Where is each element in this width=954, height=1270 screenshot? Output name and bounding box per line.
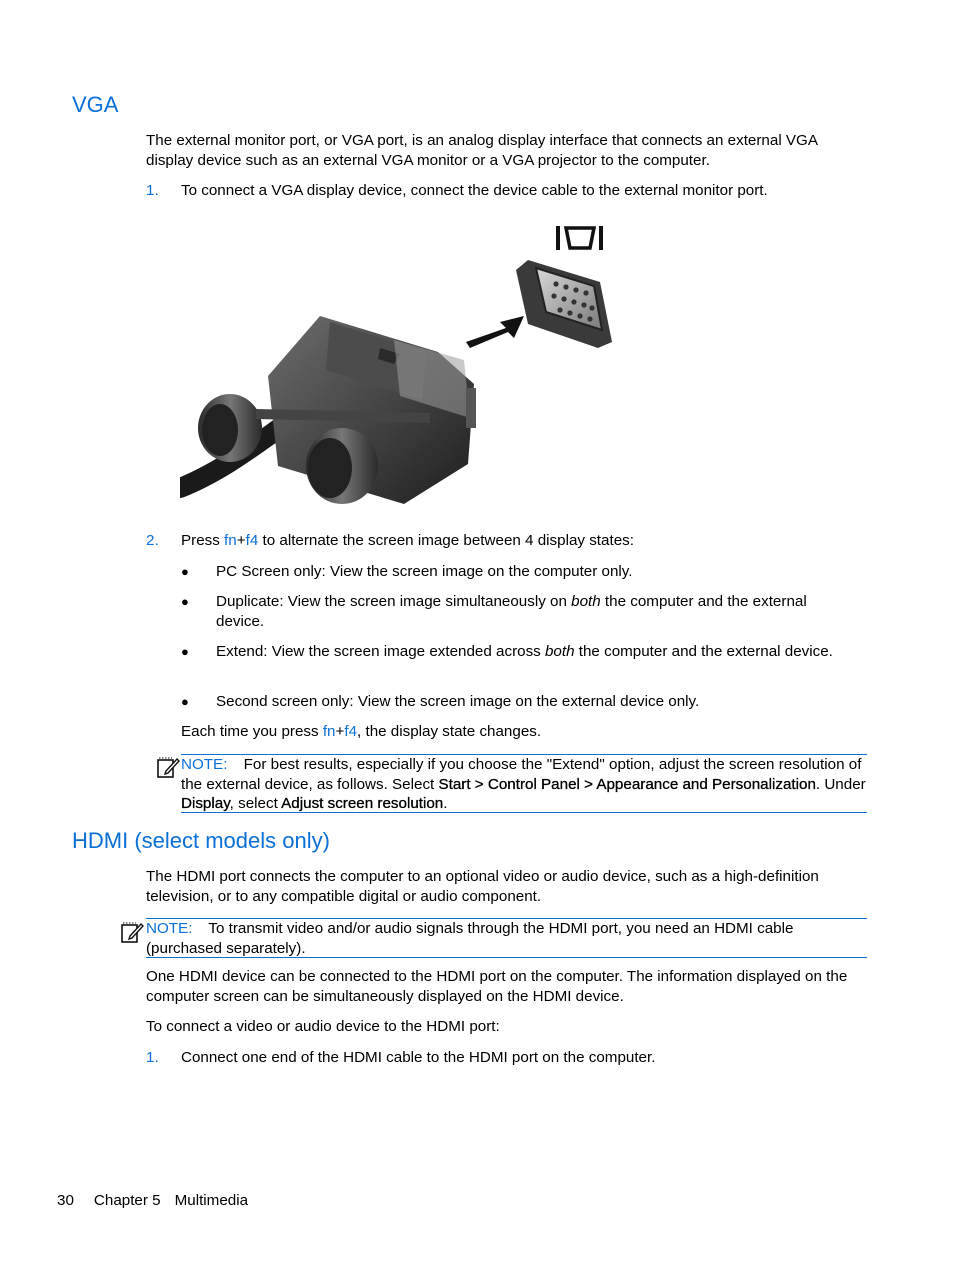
hdmi-note-box <box>146 918 867 958</box>
step-2-post: to alternate the screen image between 4 display states: <box>258 532 634 549</box>
page-number: 30 <box>57 1192 74 1209</box>
page-footer <box>57 1191 248 1211</box>
key-fn: fn <box>224 532 237 549</box>
chapter-label: Chapter 5 <box>93 1192 161 1209</box>
step-number: 2. <box>146 532 159 549</box>
note-text: To transmit video and/or audio signals through the HDMI port, you need an HDMI cable (purchased separately). <box>146 920 794 957</box>
bullet-glyph: ● <box>181 644 189 659</box>
note-pencil-icon <box>156 755 180 779</box>
note-bold-path: Start > Control Panel > Appearance and Personalization <box>438 775 816 793</box>
key-plus: + <box>236 532 246 549</box>
bullet-glyph: ● <box>181 564 189 579</box>
bullet-desc: View the screen image on the external device only. <box>353 693 700 710</box>
vga-step-2-text <box>181 531 871 551</box>
note-pencil-icon <box>120 920 144 944</box>
note-text: . Under <box>815 775 866 793</box>
thumbscrew-right <box>306 428 378 504</box>
section-heading-vga: VGA <box>72 92 119 117</box>
hdmi-paragraph-2: One HDMI device can be connected to the HDMI port on the computer. The information displayed on the computer screen can be simultaneously displayed on the HDMI device. <box>146 968 848 1005</box>
bullet-emphasis: both <box>571 593 601 610</box>
note-label: NOTE: <box>146 920 193 937</box>
vga-port <box>516 260 612 348</box>
step-number: 1. <box>146 1049 159 1066</box>
note-label: NOTE: <box>181 756 228 773</box>
key-f4: f4 <box>344 723 358 740</box>
hdmi-note-text <box>146 919 867 958</box>
note-bold-adjust: Adjust screen resolution <box>281 795 444 812</box>
step-2-pre: Press <box>181 532 225 549</box>
bullet-glyph: ● <box>181 594 189 609</box>
vga-note-box <box>181 754 867 813</box>
bullet-desc: the computer and the external device. <box>216 593 807 630</box>
bullet-duplicate <box>216 592 856 631</box>
hdmi-paragraph-3: To connect a video or audio device to the HDMI port: <box>146 1018 500 1035</box>
hdmi-step-1-text: Connect one end of the HDMI cable to the HDMI port on the computer. <box>181 1049 656 1066</box>
vga-intro: The external monitor port, or VGA port, is an analog display interface that connects an external VGA display device such as an external VGA monitor or a VGA projector to the computer. <box>146 132 818 169</box>
key-fn: fn <box>322 723 336 740</box>
note-bold-display: Display <box>181 795 230 812</box>
insert-arrow-icon <box>466 316 524 348</box>
note-text: For best results, especially if you choose the "Extend" option, adjust the screen resolution of the external device, as follows. Select <box>181 756 862 793</box>
each-time-text <box>181 722 871 742</box>
vga-connector-illustration <box>180 218 620 518</box>
bullet-desc: View the screen image simultaneously on <box>283 593 572 610</box>
each-time-pre: Each time you press <box>181 723 323 740</box>
bullet-second-screen-only <box>216 692 856 712</box>
each-time-post: , the display state changes. <box>357 723 542 740</box>
key-plus: + <box>335 723 345 740</box>
note-text: . <box>443 795 448 812</box>
bullet-term: Second screen only: <box>216 693 354 710</box>
bullet-desc: View the screen image on the computer only. <box>325 563 633 580</box>
vga-note-text <box>181 755 867 814</box>
bullet-desc: the computer and the external device. <box>574 643 833 660</box>
bullet-term: Duplicate: <box>216 593 284 610</box>
vga-step-1-text: To connect a VGA display device, connect the device cable to the external monitor port. <box>181 182 768 199</box>
key-f4: f4 <box>245 532 259 549</box>
hdmi-intro: The HDMI port connects the computer to an optional video or audio device, such as a high-definition television, or to any compatible digital or audio component. <box>146 868 819 905</box>
section-heading-hdmi: HDMI (select models only) <box>72 828 330 853</box>
bullet-pc-screen-only <box>216 562 856 582</box>
bullet-term: PC Screen only: <box>216 563 326 580</box>
vga-port-symbol-icon <box>556 226 603 250</box>
bullet-desc: View the screen image extended across <box>267 643 545 660</box>
bullet-glyph: ● <box>181 694 189 709</box>
bullet-emphasis: both <box>544 643 575 660</box>
note-text: , select <box>229 795 282 812</box>
chapter-title: Multimedia <box>174 1192 249 1209</box>
thumbscrew-left <box>198 394 262 462</box>
bullet-term: Extend: <box>216 643 268 660</box>
bullet-extend <box>216 642 856 662</box>
step-number: 1. <box>146 182 159 199</box>
